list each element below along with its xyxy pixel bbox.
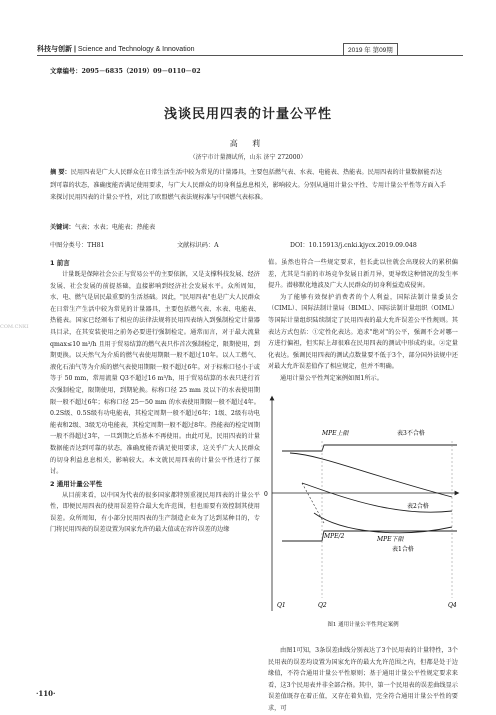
meter2-curve bbox=[302, 483, 452, 512]
abstract bbox=[50, 167, 448, 205]
paragraph: 为了能够有效保护消费者的个人利益，国际法制计量委员会（CIML）、国际法制计量局（BIML）、国际法制计量组织（OIML）等国际计量组织陆续制定了民用四表的最大允许误差公平性规则。其表达方式包括：①定性化表达。追求"绝对"的公平，强调不会对哪一方进行偏袒，但实际上却很难在民用四表的测试中形成约束。②定量化表达。强调民用四表的测试点数量要不低于3个，部分国外法规中还对最大允许误差值作了相应规定，但并不明确。 bbox=[268, 293, 458, 371]
journal-name-cn: 科技与创新 bbox=[37, 46, 72, 53]
article-number: 文章编号：2095－6835（2019）09－0110－02 bbox=[50, 68, 201, 75]
header-rule bbox=[37, 55, 463, 56]
meter2-label: 表2合格 bbox=[407, 503, 429, 510]
q2-label: Q2 bbox=[318, 602, 327, 609]
watermark-text: COM.CNKI bbox=[0, 324, 29, 330]
mpe-half-label: MPE/2 bbox=[324, 533, 345, 540]
author: 高 莉 bbox=[229, 139, 267, 148]
meter3-label: 表3不合格 bbox=[397, 430, 425, 437]
abstract-label: 摘 要： bbox=[50, 169, 71, 176]
doi: DOI：10.15913/j.cnki.kjycx.2019.09.048 bbox=[290, 242, 417, 249]
section-1-heading: 1 前言 bbox=[50, 259, 70, 267]
mpe-upper-line bbox=[282, 445, 457, 451]
journal-header: 科技与创新 | Science and Technology & Innovation bbox=[37, 46, 195, 53]
mpe-upper-label: MPE上限 bbox=[322, 430, 349, 437]
journal-name-en: Science and Technology & Innovation bbox=[77, 46, 195, 53]
clc-number: 中图分类号：TH81 bbox=[50, 242, 105, 249]
meter1-label: 表1合格 bbox=[392, 546, 414, 553]
figure-1 bbox=[262, 393, 462, 618]
section-2-heading: 2 通用计量公平性 bbox=[50, 479, 103, 488]
mpe-lower-line bbox=[282, 531, 457, 541]
document-code: 文献标识码：A bbox=[177, 242, 219, 249]
abstract-text: 民用四表是广大人民群众在日常生活生活中较为常见的计量器具，主要包括燃气表、水表、电能表、热能表。民用四表的计量数据能否达到可靠的状态，准确度能否满足使用要求，与广大人民群众的切身利益息息相关，影响较大。分别从通用计量公平性、专用计量公平性等方面入手来探讨民用四表的计量公平性，对比了欧盟燃气表法规标准与中国燃气表标准。 bbox=[50, 169, 446, 201]
mpe-lower-label: MPE下限 bbox=[377, 536, 404, 543]
affiliation: （济宁市计量测试所，山东 济宁 272000） bbox=[189, 154, 307, 161]
paragraph: 通用计量公平性判定案例如图1所示。 bbox=[280, 374, 383, 382]
left-column bbox=[50, 257, 260, 536]
paragraph: 值。虽然也符合一些规定要求，但长此以往就会出现较大的累积偏差，尤其是当前的市场竞争发展日新月异，更导致这种情况的发生率提升。潜移默化地波及广大人民群众的切身利益造成侵害。 bbox=[268, 259, 458, 290]
keywords-label: 关键词： bbox=[50, 224, 75, 231]
article-title: 浅谈民用四表的计量公平性 bbox=[163, 107, 332, 122]
right-column bbox=[268, 257, 458, 385]
paragraph: 从目前来看，以中国为代表的很多国家都特别重视民用四表的计量公平性，即便民用四表的使用误差符合最大允许范围，但也需要有效控制其使用误差。众所周知，有小部分民用四表的生产制造企业为了达到某种目的，专门将民用四表的误差设置为国家允许的最大值或在容许误差的边缘 bbox=[50, 491, 260, 534]
paragraph: 计量既是保障社会公正与贸易公平的主要依据，又是支撑科技发展、经济发展、社会发展的前提基础，直接影响到经济社会发展水平。众所周知，水、电、燃气是居民最重要的生活基础。因此，"民用四表"也是广大人民群众在日常生产生活中较为常见的计量器具，主要包括燃气表、水表、电能表、热能表。国家已经颁布了相应的法律法规将民用四表纳入到强制检定计量器具目录，在其安装使用之前务必要进行强制检定。通常而言，对于最大流量 qmax≤10 m³/h 且用于贸易结算的燃气表只作首次强制检定，限期使用，到期更换。以天然气为介质的燃气表使用期限一般不超过10年。以人工燃气、液化石油气等为介质的燃气表使用期限一般不超过6年。对于标称口径小于或等于 50 mm，常用流量 Q3不超过16 m³/h，用于贸易结算的水表只进行首次强制检定，限期使用，到期轮换。标称口径 25 mm 及以下的水表使用期限一般不超过6年；标称口径 25～50 mm 的水表使用期限一般不超过4年。0.2S级、0.5S级有功电能表，其检定周期一般不超过6年；1级、2级有功电能表和2级、3级无功电能表，其检定周期一般不超过8年。热能表的检定周期一般不得超过3年，一旦到期之后基本不再使用。由此可见，民用四表的计量数据能否达到可靠的状态，准确度能否满足使用要求，这关乎广大人民群众的切身利益息息相关，影响较大。本文就民用四表的计量公平性进行了探讨。 bbox=[50, 271, 260, 476]
issue-badge: 2019 年 第09期 bbox=[343, 43, 398, 56]
zero-label: 0 bbox=[264, 491, 268, 498]
figure-caption: 图1 通用计量公平性判定案例 bbox=[327, 622, 399, 628]
page-number: ·110· bbox=[36, 689, 56, 698]
q1-label: Q1 bbox=[277, 602, 286, 609]
keywords-text: 气表；水表；电能表；热能表 bbox=[74, 224, 156, 231]
right-column-bottom bbox=[268, 645, 458, 715]
meter3-curve bbox=[290, 453, 452, 497]
q4-label: Q4 bbox=[448, 602, 457, 609]
keywords bbox=[50, 222, 155, 231]
meter1-curve bbox=[314, 513, 452, 533]
paragraph: 由图1可知，3条误差曲线分别表达了3个民用表的计量特性，3个民用表的误差均设置为国家允许的最大允许范围之内，但都是处于边缘值，不符合通用计量公平性原则；基于通用计量公平性规定要求来看，这3个民用表并非全部合格。其中，第一个民用表的误差曲线显示误差值既存在着正值，又存在着负值，完全符合通用计量公平性的要求，可 bbox=[268, 647, 458, 712]
